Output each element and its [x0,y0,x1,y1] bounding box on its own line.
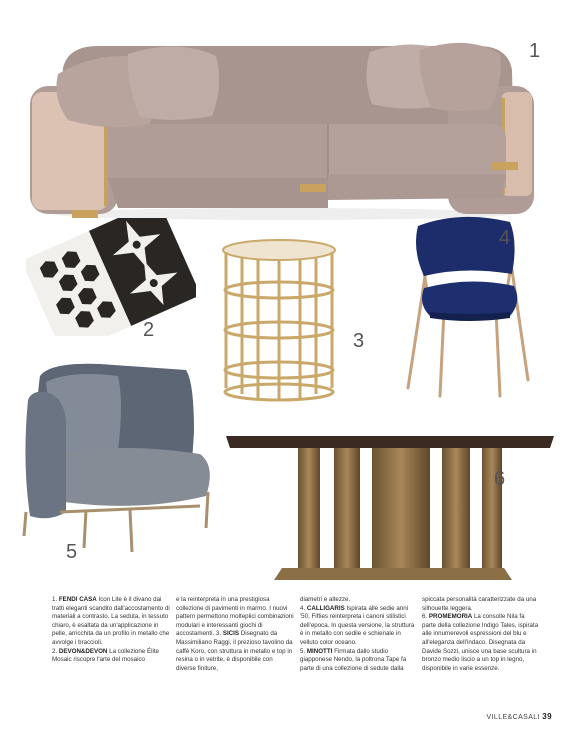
sofa-image [28,28,541,228]
caption-entry: 6. PROMEMORIA La consolle Nila fa parte della collezione Indigo Tales, ispirata alle innumerevoli espressioni del blu e all'eleganza dell'indaco. Disegnata da Davide Sozzi, unisce una base scultura in bronzo medio liscio a un top in legno, disponibile in varie essenze. [422,613,539,672]
side-table-image [218,238,340,404]
caption-entry: e la reinterpreta in una prestigiosa collezione di pavimenti in marmo. I nuovi pattern permettono molteplici combinazioni modulari e interessanti giochi di accostamenti. 3. SICIS Disegnato da Massimiliano Raggi, il prezioso tavolino da caffè Koro, con struttura in metallo e top in resina o in vetrite, è disponibile con diverse finiture, [176,596,294,672]
figure-number-1: 1 [529,40,541,62]
brand-name: DEVON&DEVON [58,647,108,655]
console-image [220,430,560,582]
caption-entry: 2. DEVON&DEVON La collezione Élite Mosaic riscopre l'arte del mosaico [52,647,159,664]
armchair-image [20,362,216,558]
caption-column-1 [52,596,170,665]
brand-name: CALLIGARIS [306,604,345,612]
figure-number-2: 2 [143,319,155,341]
mosaic-tiles-image [26,218,196,336]
figure-number-4: 4 [499,227,511,249]
magazine-name: VILLE&CASALI [486,714,540,721]
caption-entry: spiccata personalità caratterizzate da una silhouette leggera. [422,596,537,612]
page-footer [486,712,552,721]
caption-entry: diametri e altezze. [300,596,351,603]
figure-number-3: 3 [353,330,365,352]
caption-entry: 5. MINOTTI Firmata dallo studio giapponese Nendo, la poltrona Tape fa parte di una collezione di sedute dalla [300,647,407,672]
figure-number-5: 5 [66,541,78,563]
caption-column-2 [176,596,294,673]
brand-name: MINOTTI [306,647,333,655]
figure-number-6: 6 [494,468,506,490]
chair-image [400,212,540,408]
caption-entry: 4. CALLIGARIS Ispirata alle sedie anni '50, Fifties reinterpreta i canoni stilistici dell'epoca. In questa versione, la struttura è in metallo con sedile e schienale in velluto color oceano. [300,604,415,646]
caption-entry: 1. FENDI CASA Icon Lite è il divano dai tratti eleganti scandito dall'accostamento di materiali a contrasto. La seduta, in tessuto chiaro, è esaltata da un'applicazione in pelle, arricchita da un profilo in metallo che avvolge i braccioli. [52,596,170,646]
brand-name: PROMEMORIA [428,613,473,621]
brand-name: SICIS [222,630,239,638]
brand-name: FENDI CASA [58,596,97,603]
caption-column-3 [300,596,418,673]
caption-column-4 [422,596,540,673]
page-number: 39 [542,712,552,721]
